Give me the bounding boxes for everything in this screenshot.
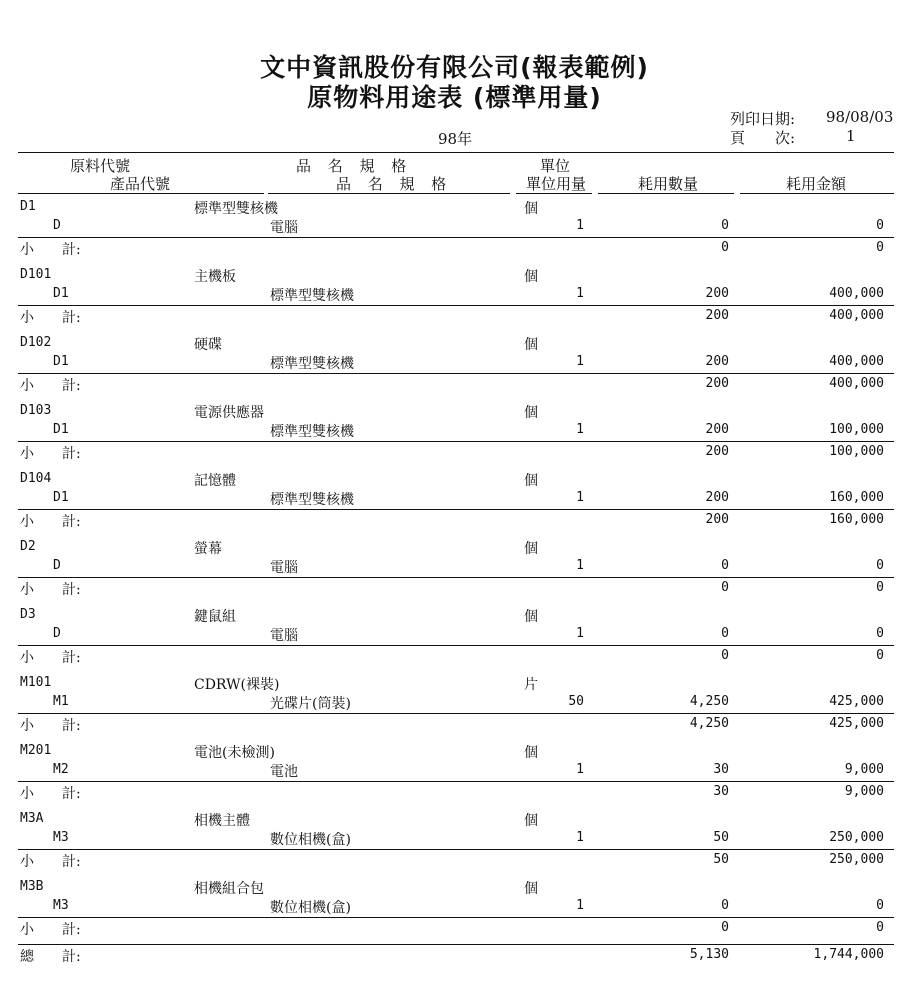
unit: 個 bbox=[524, 405, 538, 421]
total-rule bbox=[18, 944, 894, 945]
unit: 個 bbox=[524, 881, 538, 897]
product-name: 數位相機(盒) bbox=[270, 900, 351, 916]
consumed-amount: 0 bbox=[876, 626, 884, 641]
product-name: 電腦 bbox=[270, 220, 298, 236]
material-name: 記憶體 bbox=[194, 473, 236, 489]
subtotal-label: 小 計: bbox=[20, 922, 81, 938]
subtotal-qty: 0 bbox=[721, 240, 729, 255]
consumed-qty: 50 bbox=[713, 830, 729, 845]
header-top-rule bbox=[18, 152, 894, 153]
subtotal-rule bbox=[18, 713, 894, 714]
subtotal-label: 小 計: bbox=[20, 650, 81, 666]
unit-qty: 1 bbox=[576, 762, 584, 777]
unit-qty: 1 bbox=[576, 286, 584, 301]
consumed-amount: 425,000 bbox=[829, 694, 884, 709]
subtotal-rule bbox=[18, 373, 894, 374]
product-name: 電腦 bbox=[270, 560, 298, 576]
unit-qty: 1 bbox=[576, 422, 584, 437]
material-name: 主機板 bbox=[194, 269, 236, 285]
product-code: M2 bbox=[53, 762, 69, 777]
consumed-qty: 4,250 bbox=[689, 694, 729, 709]
unit-qty: 1 bbox=[576, 898, 584, 913]
unit: 個 bbox=[524, 473, 538, 489]
subtotal-qty: 50 bbox=[713, 852, 729, 867]
subtotal-label: 小 計: bbox=[20, 242, 81, 258]
unit: 個 bbox=[524, 813, 538, 829]
subtotal-amount: 0 bbox=[876, 580, 884, 595]
subtotal-label: 小 計: bbox=[20, 582, 81, 598]
col-name-spec-1: 品 名 規 格 bbox=[296, 157, 413, 175]
print-date-value: 98/08/03 bbox=[826, 108, 894, 126]
subtotal-rule bbox=[18, 645, 894, 646]
subtotal-amount: 9,000 bbox=[844, 784, 884, 799]
material-name: 電池(未檢測) bbox=[194, 745, 275, 761]
print-date-label: 列印日期: bbox=[730, 110, 796, 128]
consumed-amount: 0 bbox=[876, 218, 884, 233]
product-name: 光碟片(筒裝) bbox=[270, 696, 351, 712]
material-name: 電源供應器 bbox=[194, 405, 264, 421]
material-name: 鍵鼠組 bbox=[194, 609, 236, 625]
consumed-qty: 30 bbox=[713, 762, 729, 777]
header-underline-qty bbox=[598, 193, 734, 194]
subtotal-rule bbox=[18, 917, 894, 918]
subtotal-qty: 0 bbox=[721, 648, 729, 663]
unit-qty: 1 bbox=[576, 626, 584, 641]
product-code: M1 bbox=[53, 694, 69, 709]
col-material-code: 原料代號 bbox=[70, 157, 131, 175]
unit: 片 bbox=[524, 677, 538, 693]
unit-qty: 1 bbox=[576, 354, 584, 369]
subtotal-amount: 0 bbox=[876, 648, 884, 663]
material-code: D2 bbox=[20, 539, 36, 554]
subtotal-amount: 250,000 bbox=[829, 852, 884, 867]
consumed-qty: 0 bbox=[721, 898, 729, 913]
material-name: 硬碟 bbox=[194, 337, 222, 353]
product-code: D1 bbox=[53, 422, 69, 437]
product-code: D bbox=[53, 558, 61, 573]
subtotal-label: 小 計: bbox=[20, 378, 81, 394]
unit: 個 bbox=[524, 201, 538, 217]
product-name: 標準型雙核機 bbox=[270, 492, 354, 508]
subtotal-label: 小 計: bbox=[20, 718, 81, 734]
material-code: M201 bbox=[20, 743, 52, 758]
consumed-amount: 400,000 bbox=[829, 354, 884, 369]
product-name: 電腦 bbox=[270, 628, 298, 644]
subtotal-qty: 0 bbox=[721, 580, 729, 595]
product-code: D1 bbox=[53, 490, 69, 505]
col-amount: 耗用金額 bbox=[786, 175, 847, 193]
material-name: 標準型雙核機 bbox=[194, 201, 278, 217]
consumed-amount: 0 bbox=[876, 898, 884, 913]
subtotal-qty: 0 bbox=[721, 920, 729, 935]
material-code: M101 bbox=[20, 675, 52, 690]
product-code: D bbox=[53, 218, 61, 233]
subtotal-label: 小 計: bbox=[20, 446, 81, 462]
product-name: 標準型雙核機 bbox=[270, 424, 354, 440]
subtotal-qty: 4,250 bbox=[689, 716, 729, 731]
subtotal-qty: 200 bbox=[705, 308, 729, 323]
page-label: 頁 次: bbox=[730, 129, 796, 147]
material-code: D1 bbox=[20, 199, 36, 214]
consumed-qty: 200 bbox=[705, 422, 729, 437]
product-name: 數位相機(盒) bbox=[270, 832, 351, 848]
product-name: 電池 bbox=[270, 764, 298, 780]
unit-qty: 50 bbox=[568, 694, 584, 709]
subtotal-amount: 0 bbox=[876, 920, 884, 935]
consumed-amount: 100,000 bbox=[829, 422, 884, 437]
unit-qty: 1 bbox=[576, 558, 584, 573]
subtotal-amount: 400,000 bbox=[829, 308, 884, 323]
subtotal-rule bbox=[18, 305, 894, 306]
unit: 個 bbox=[524, 541, 538, 557]
subtotal-amount: 160,000 bbox=[829, 512, 884, 527]
material-name: 相機主體 bbox=[194, 813, 250, 829]
material-name: CDRW(裸裝) bbox=[194, 677, 280, 693]
material-name: 相機組合包 bbox=[194, 881, 264, 897]
material-code: D3 bbox=[20, 607, 36, 622]
material-code: D101 bbox=[20, 267, 52, 282]
subtotal-amount: 400,000 bbox=[829, 376, 884, 391]
subtotal-label: 小 計: bbox=[20, 786, 81, 802]
consumed-amount: 250,000 bbox=[829, 830, 884, 845]
product-code: D1 bbox=[53, 286, 69, 301]
product-code: M3 bbox=[53, 830, 69, 845]
unit: 個 bbox=[524, 269, 538, 285]
subtotal-amount: 0 bbox=[876, 240, 884, 255]
col-unit: 單位 bbox=[540, 157, 571, 175]
subtotal-qty: 30 bbox=[713, 784, 729, 799]
material-code: M3B bbox=[20, 879, 44, 894]
header-underline-name bbox=[268, 193, 510, 194]
subtotal-rule bbox=[18, 849, 894, 850]
subtotal-qty: 200 bbox=[705, 444, 729, 459]
material-code: D102 bbox=[20, 335, 52, 350]
material-name: 螢幕 bbox=[194, 541, 222, 557]
subtotal-qty: 200 bbox=[705, 376, 729, 391]
header-underline-unit bbox=[516, 193, 592, 194]
col-product-code: 產品代號 bbox=[110, 175, 171, 193]
unit: 個 bbox=[524, 337, 538, 353]
unit: 個 bbox=[524, 745, 538, 761]
unit: 個 bbox=[524, 609, 538, 625]
grand-total-amount: 1,744,000 bbox=[813, 947, 884, 962]
consumed-amount: 9,000 bbox=[844, 762, 884, 777]
material-code: M3A bbox=[20, 811, 44, 826]
product-code: M3 bbox=[53, 898, 69, 913]
header-underline-code bbox=[18, 193, 264, 194]
consumed-qty: 200 bbox=[705, 490, 729, 505]
material-code: D103 bbox=[20, 403, 52, 418]
col-unit-qty: 單位用量 bbox=[526, 175, 587, 193]
consumed-amount: 0 bbox=[876, 558, 884, 573]
subtotal-rule bbox=[18, 781, 894, 782]
grand-total-label: 總 計: bbox=[20, 949, 81, 965]
consumed-qty: 200 bbox=[705, 286, 729, 301]
consumed-qty: 0 bbox=[721, 626, 729, 641]
consumed-qty: 200 bbox=[705, 354, 729, 369]
subtotal-rule bbox=[18, 441, 894, 442]
col-qty: 耗用數量 bbox=[638, 175, 699, 193]
subtotal-rule bbox=[18, 509, 894, 510]
consumed-amount: 160,000 bbox=[829, 490, 884, 505]
unit-qty: 1 bbox=[576, 490, 584, 505]
unit-qty: 1 bbox=[576, 830, 584, 845]
consumed-amount: 400,000 bbox=[829, 286, 884, 301]
subtotal-rule bbox=[18, 237, 894, 238]
subtotal-amount: 100,000 bbox=[829, 444, 884, 459]
report-title: 原物料用途表 (標準用量) bbox=[307, 83, 602, 112]
subtotal-label: 小 計: bbox=[20, 310, 81, 326]
material-code: D104 bbox=[20, 471, 52, 486]
unit-qty: 1 bbox=[576, 218, 584, 233]
report-year: 98年 bbox=[438, 130, 473, 148]
col-name-spec-2: 品 名 規 格 bbox=[336, 175, 453, 193]
product-name: 標準型雙核機 bbox=[270, 356, 354, 372]
product-code: D1 bbox=[53, 354, 69, 369]
company-title: 文中資訊股份有限公司(報表範例) bbox=[260, 53, 649, 82]
subtotal-rule bbox=[18, 577, 894, 578]
consumed-qty: 0 bbox=[721, 558, 729, 573]
grand-total-qty: 5,130 bbox=[689, 947, 729, 962]
subtotal-amount: 425,000 bbox=[829, 716, 884, 731]
subtotal-label: 小 計: bbox=[20, 854, 81, 870]
consumed-qty: 0 bbox=[721, 218, 729, 233]
subtotal-qty: 200 bbox=[705, 512, 729, 527]
product-code: D bbox=[53, 626, 61, 641]
page-number: 1 bbox=[846, 127, 856, 145]
header-underline-amount bbox=[740, 193, 894, 194]
subtotal-label: 小 計: bbox=[20, 514, 81, 530]
product-name: 標準型雙核機 bbox=[270, 288, 354, 304]
